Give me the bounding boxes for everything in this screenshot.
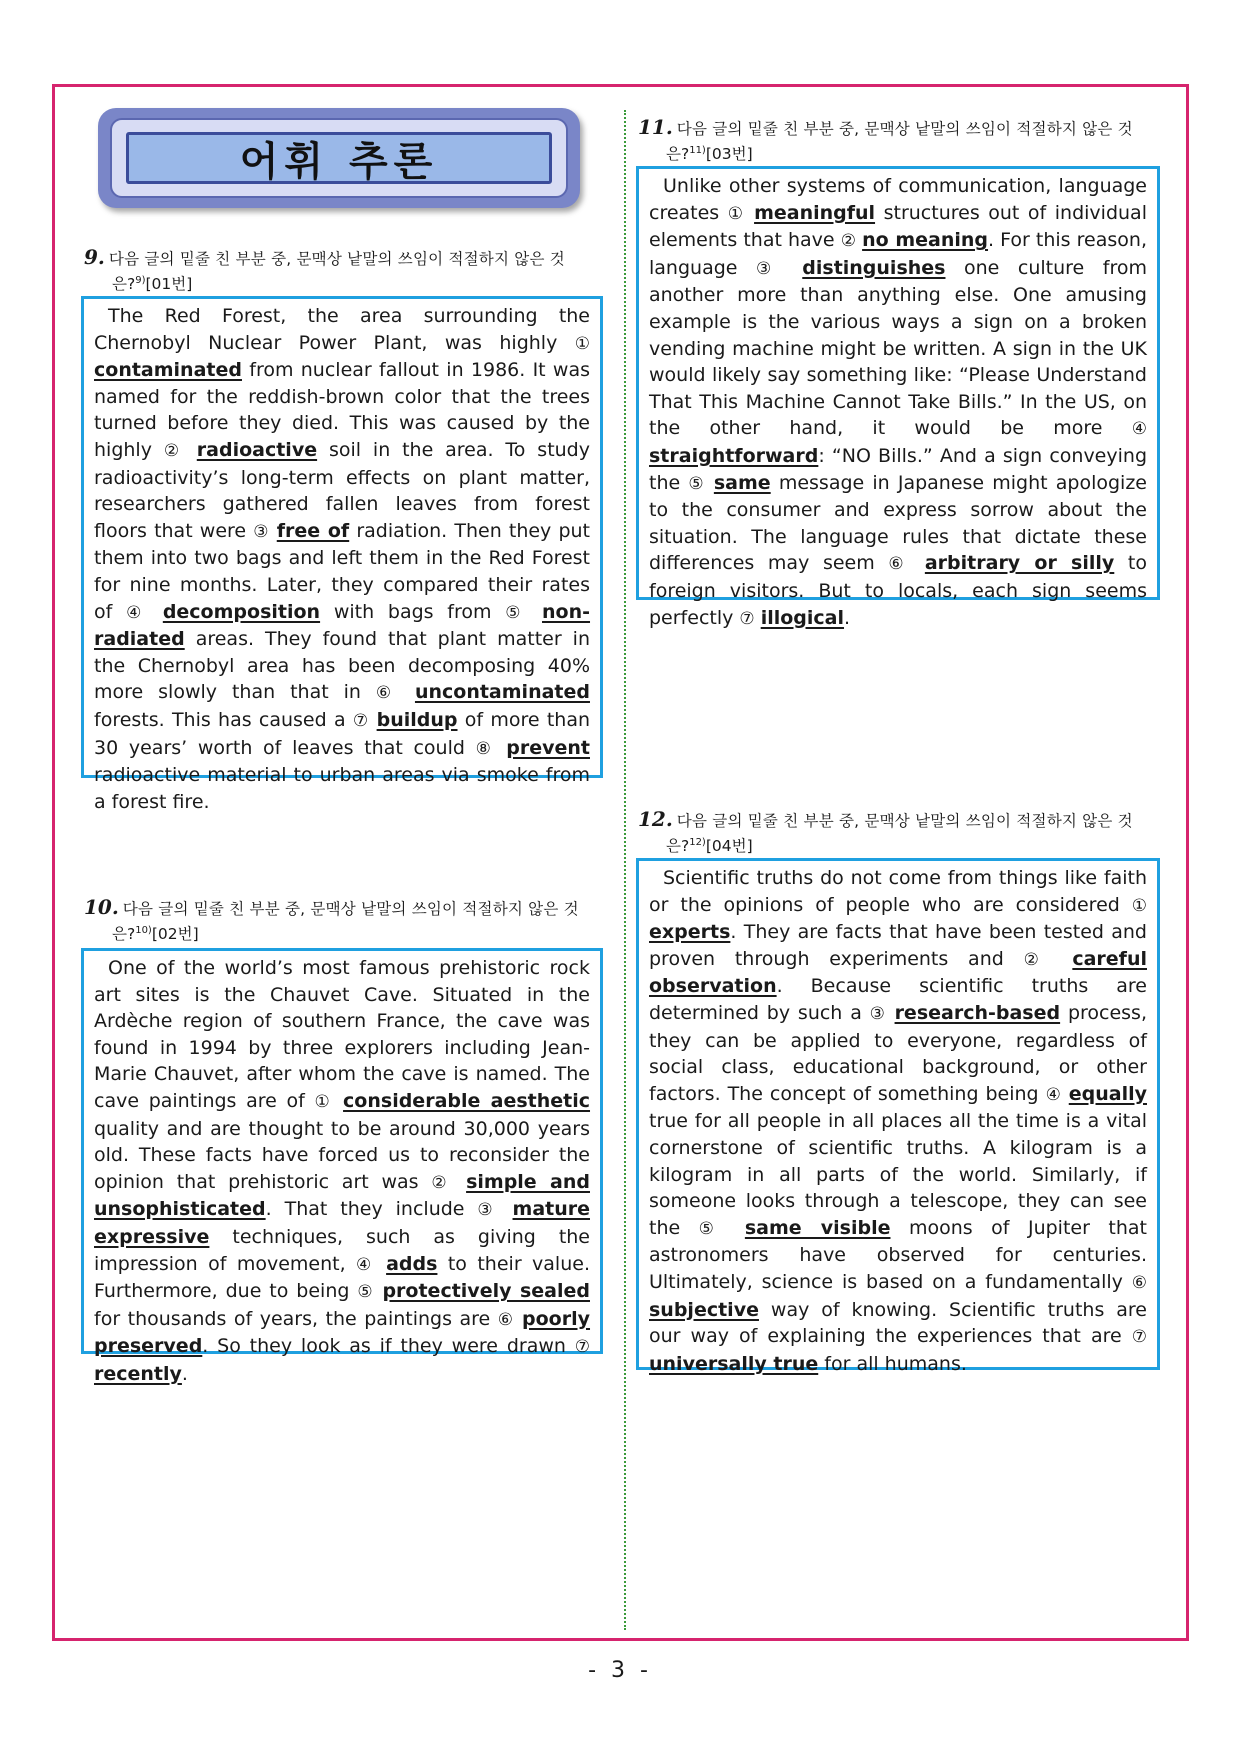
choice-marker: ⑥ (1131, 1272, 1147, 1293)
passage-text: radiation. Then they put them into two bags and left them in the Red Forest for nine months. Later, they compared their rates of (94, 519, 590, 623)
passage-text (453, 1171, 466, 1193)
underlined-choice: buildup (376, 708, 458, 731)
passage-text (400, 681, 415, 703)
passage-text (726, 1217, 745, 1239)
choice-marker: ⑤ (357, 1282, 375, 1303)
choice-marker: ⑦ (574, 1337, 590, 1358)
underlined-choice: experts (649, 921, 731, 944)
passage-text (185, 439, 197, 461)
choice-marker: ② (840, 231, 856, 252)
underlined-choice: non-radiated (94, 600, 591, 651)
passage-text: for thousands of years, the paintings are (94, 1307, 498, 1330)
question-11-prompt: 11. 다음 글의 밑줄 친 부분 중, 문맥상 낱말의 쓰임이 적절하지 않은 것 은?$^{11)}$[03번] (638, 115, 1133, 164)
underlined-choice: arbitrary or silly (924, 552, 1115, 575)
underlined-choice: prevent (506, 736, 590, 759)
passage-text: of more than 30 years’ worth of leaves that could (94, 708, 591, 759)
question-10-passage (81, 948, 603, 1385)
underlined-choice: universally true (649, 1352, 819, 1375)
choice-marker: ⑦ (352, 710, 370, 731)
choice-marker: ② (163, 440, 185, 461)
choice-marker: ③ (253, 521, 270, 542)
choice-marker: ④ (356, 1254, 376, 1275)
passage-text (369, 709, 376, 731)
passage-text (528, 601, 542, 623)
choice-marker: ③ (477, 1200, 500, 1221)
question-number: 12. (638, 807, 673, 831)
question-9-passage (81, 296, 603, 813)
passage-text (149, 601, 163, 623)
passage-text: . Because scientific truths are determined by such a (649, 975, 1147, 1024)
passage-text: The Red Forest, the area surrounding the Chernobyl Nuclear Power Plant, was highly (94, 305, 590, 354)
question-12-passage (636, 858, 1160, 1375)
passage-text: techniques, such as giving the impression of movement, (94, 1225, 590, 1275)
column-divider (624, 110, 626, 1630)
passage-text: Unlike other systems of communication, language creates (649, 175, 1147, 224)
underlined-choice: mature expressive (94, 1198, 590, 1248)
underlined-choice: protectively sealed (382, 1280, 590, 1303)
passage-text: . (181, 1362, 188, 1385)
question-prompt: 다음 글의 밑줄 친 부분 중, 문맥상 낱말의 쓰임이 적절하지 않은 것 (108, 250, 565, 268)
passage-text: one culture from another more than anything else. One amusing example is the various ways a sign on a broken vending machine might be written. A sign in the UK would likely say something like: “Please Understand That This Machine Cannot Take Bills.” In the US, on the other hand, it would be more (649, 256, 1147, 440)
question-prompt: 다음 글의 밑줄 친 부분 중, 문맥상 낱말의 쓰임이 적절하지 않은 것 (676, 120, 1133, 138)
passage-text: . (844, 606, 851, 629)
choice-marker: ⑥ (497, 1309, 515, 1330)
choice-marker: ③ (869, 1003, 887, 1024)
choice-marker: ① (314, 1091, 334, 1112)
passage-text: process, they can be applied to everyone, regardless of social class, educational background, or other factors. The concept of something being (649, 1001, 1147, 1105)
choice-marker: ④ (126, 602, 150, 623)
passage-text: to their value. Furthermore, due to being (94, 1252, 590, 1303)
passage-text (1053, 948, 1073, 970)
question-number: 11. (638, 115, 673, 139)
choice-marker: ⑦ (1131, 1327, 1147, 1348)
underlined-choice: meaningful (754, 201, 876, 224)
choice-marker: ⑤ (688, 473, 706, 494)
question-source: [01번] (145, 275, 193, 294)
question-source: [02번] (151, 925, 199, 944)
question-prompt: 다음 글의 밑줄 친 부분 중, 문맥상 낱말의 쓰임이 적절하지 않은 것 (122, 900, 579, 918)
question-prompt: 다음 글의 밑줄 친 부분 중, 문맥상 낱말의 쓰임이 적절하지 않은 것 (676, 812, 1133, 830)
choice-marker: ② (431, 1172, 454, 1193)
passage-text (333, 1090, 343, 1112)
underlined-choice: same (713, 471, 771, 494)
underlined-choice: no meaning (862, 229, 989, 252)
underlined-choice: illogical (760, 606, 845, 629)
passage-text: areas. They found that plant matter in the Chernobyl area has been decomposing 40% more slowly than that in (94, 628, 590, 704)
passage-text: with bags from (320, 600, 506, 623)
underlined-choice: simple and unsophisticated (94, 1170, 590, 1221)
passage-text: radioactive material to urban areas via smoke from a forest fire. (94, 764, 590, 813)
underlined-choice: recently (94, 1362, 182, 1385)
underlined-choice: straightforward (649, 444, 819, 467)
choice-marker: ⑧ (475, 738, 496, 759)
passage-text (270, 520, 277, 542)
underlined-choice: decomposition (162, 600, 321, 623)
passage-text: soil in the area. To study radioactivity’s long-term effects on plant matter, researchers gathered fallen leaves from forest floors that were (94, 438, 590, 542)
underlined-choice: same visible (744, 1216, 891, 1239)
passage-text (496, 737, 507, 759)
passage-text: for all humans. (818, 1352, 967, 1375)
question-9-prompt: 9. 다음 글의 밑줄 친 부분 중, 문맥상 낱말의 쓰임이 적절하지 않은 것 은?$^{9)}$[01번] (84, 245, 565, 294)
passage-text: . They are facts that have been tested and proven through experiments and (649, 921, 1147, 970)
question-number: 9. (84, 245, 105, 269)
underlined-choice: uncontaminated (414, 681, 590, 704)
passage-text: : “NO Bills.” And a sign conveying the (649, 444, 1147, 494)
choice-marker: ⑥ (888, 554, 912, 575)
underlined-choice: subjective (649, 1298, 759, 1321)
underlined-choice: poorly preserved (94, 1307, 591, 1358)
choice-marker: ④ (1131, 419, 1147, 440)
underlined-choice: distinguishes (802, 256, 946, 279)
passage-text: to foreign visitors. But to locals, each sign seems perfectly (649, 552, 1147, 629)
passage-text (515, 1308, 523, 1330)
footnote-marker: 10) (135, 925, 152, 936)
choice-marker: ① (727, 203, 746, 224)
underlined-choice: free of (276, 519, 350, 542)
underlined-choice: adds (386, 1252, 438, 1275)
passage-text (1062, 1083, 1069, 1105)
choice-marker: ① (574, 333, 590, 354)
passage-text: One of the world’s most famous prehistoric rock art sites is the Chauvet Cave. Situated in the Ardèche region of southern France, the cave was found in 1994 by three explorers including Jean-Marie Chauvet, after whom the cave is named. The cave paintings are of (94, 957, 590, 1112)
footnote-marker: 12) (689, 837, 706, 848)
page-number: - 3 - (588, 1658, 652, 1683)
question-number: 10. (84, 895, 119, 919)
choice-marker: ② (1023, 949, 1053, 970)
choice-marker: ⑤ (698, 1218, 727, 1239)
passage-text (376, 1253, 386, 1275)
underlined-choice: contaminated (94, 359, 242, 382)
underlined-choice: considerable aesthetic (343, 1089, 591, 1112)
passage-text (500, 1198, 513, 1220)
passage-text (746, 202, 755, 224)
choice-marker: ① (1131, 895, 1147, 916)
passage-text: . So they look as if they were drawn (202, 1335, 575, 1358)
passage-text: from nuclear fallout in 1986. It was named for the reddish-brown color that the trees turned before they died. This was caused by the highly (94, 359, 590, 461)
underlined-choice: equally (1068, 1082, 1147, 1105)
passage-text: moons of Jupiter that astronomers have observed for centuries. Ultimately, science is based on a fundamentally (649, 1216, 1147, 1293)
section-banner (98, 108, 580, 208)
underlined-choice: research-based (894, 1001, 1061, 1024)
underlined-choice: careful observation (649, 947, 1147, 998)
choice-marker: ⑥ (375, 683, 400, 704)
passage-text: message in Japanese might apologize to the consumer and express sorrow about the situation. The language rules that dictate these differences may seem (649, 471, 1147, 575)
question-source: [03번] (705, 145, 753, 164)
passage-text: . That they include (265, 1198, 478, 1221)
question-11-passage (636, 166, 1160, 629)
choice-marker: ⑤ (505, 602, 529, 623)
passage-text: . For this reason, language (649, 229, 1147, 279)
passage-text: structures out of individual elements that have (649, 201, 1147, 252)
passage-text: way of knowing. Scientific truths are our way of explaining the experiences that are (649, 1298, 1147, 1348)
passage-text (911, 552, 925, 574)
question-source: [04번] (705, 837, 753, 856)
passage-text (784, 257, 803, 279)
section-title: 어휘 추론 (239, 138, 439, 185)
question-12-prompt: 12. 다음 글의 밑줄 친 부분 중, 문맥상 낱말의 쓰임이 적절하지 않은 것 은?$^{12)}$[04번] (638, 807, 1133, 856)
passage-text: forests. This has caused a (94, 708, 353, 731)
footnote-marker: 9) (135, 275, 146, 286)
footnote-marker: 11) (689, 145, 706, 156)
underlined-choice: radioactive (196, 438, 318, 461)
passage-text: quality and are thought to be around 30,000 years old. These facts have forced us to reconsider the opinion that prehistoric art was (94, 1117, 590, 1193)
passage-text (706, 472, 714, 494)
passage-text: true for all people in all places all the time is a vital cornerstone of scientific truths. A kilogram is a kilogram in all parts of the world. Similarly, if someone looks through a telescope, they can see the (649, 1110, 1147, 1239)
choice-marker: ③ (756, 258, 784, 279)
passage-text: Scientific truths do not come from things like faith or the opinions of people who are considered (649, 867, 1147, 916)
passage-text (887, 1002, 895, 1024)
question-10-prompt: 10. 다음 글의 밑줄 친 부분 중, 문맥상 낱말의 쓰임이 적절하지 않은 것 은?$^{10)}$[02번] (84, 895, 579, 944)
choice-marker: ④ (1045, 1084, 1062, 1105)
choice-marker: ⑦ (739, 608, 755, 629)
